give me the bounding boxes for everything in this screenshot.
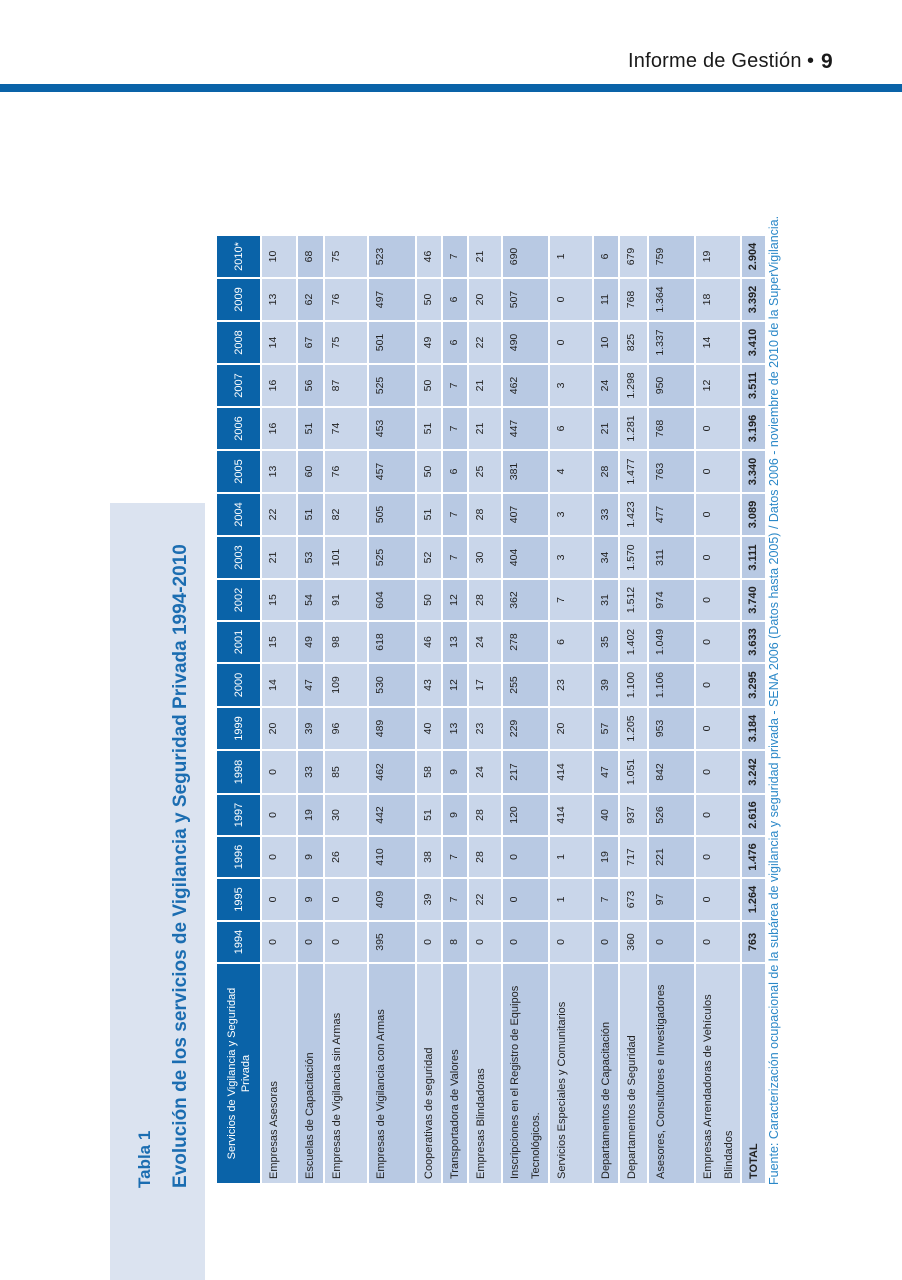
table-row	[298, 236, 323, 1183]
cell-value: 311	[649, 537, 694, 578]
cell-value: 9	[443, 795, 467, 835]
cell-value: 497	[369, 279, 415, 320]
cell-value: 9	[443, 751, 467, 793]
cell-value: 1	[550, 837, 592, 877]
column-header-year: 1998	[217, 751, 260, 793]
column-header-year: 2004	[217, 494, 260, 535]
cell-value: 0	[262, 879, 296, 920]
table-row	[325, 236, 367, 1183]
cell-value: 0	[696, 879, 740, 920]
cell-value: 14	[262, 664, 296, 706]
column-header-year: 2007	[217, 365, 260, 406]
cell-value: 62	[298, 279, 323, 320]
cell-value: 24	[594, 365, 618, 406]
cell-value: 6	[550, 622, 592, 662]
cell-value: 120	[503, 795, 548, 835]
column-header-year: 1995	[217, 879, 260, 920]
cell-value: 10	[594, 322, 618, 363]
cell-value: 3	[550, 365, 592, 406]
total-value: 2.616	[742, 795, 765, 835]
total-value: 3.184	[742, 708, 765, 749]
cell-value: 0	[325, 879, 367, 920]
cell-value: 97	[649, 879, 694, 920]
cell-value: 0	[262, 837, 296, 877]
cell-value: 217	[503, 751, 548, 793]
cell-value: 937	[620, 795, 647, 835]
cell-value: 26	[325, 837, 367, 877]
total-value: 763	[742, 922, 765, 962]
cell-value: 23	[469, 708, 501, 749]
total-value: 3.392	[742, 279, 765, 320]
cell-value: 447	[503, 408, 548, 449]
cell-value: 58	[417, 751, 441, 793]
table-row	[443, 236, 467, 1183]
cell-value: 523	[369, 236, 415, 277]
cell-value: 505	[369, 494, 415, 535]
cell-value: 477	[649, 494, 694, 535]
cell-value: 22	[469, 879, 501, 920]
total-value: 3.089	[742, 494, 765, 535]
header-rule	[0, 84, 902, 92]
cell-value: 16	[262, 408, 296, 449]
cell-value: 0	[696, 837, 740, 877]
cell-value: 1.049	[649, 622, 694, 662]
cell-value: 18	[696, 279, 740, 320]
cell-value: 85	[325, 751, 367, 793]
row-label: Escuelas de Capacitación	[298, 964, 323, 1183]
cell-value: 501	[369, 322, 415, 363]
cell-value: 825	[620, 322, 647, 363]
cell-value: 229	[503, 708, 548, 749]
cell-value: 6	[550, 408, 592, 449]
cell-value: 21	[262, 537, 296, 578]
cell-value: 0	[696, 494, 740, 535]
cell-value: 414	[550, 795, 592, 835]
cell-value: 14	[696, 322, 740, 363]
cell-value: 1.512	[620, 580, 647, 620]
cell-value: 74	[325, 408, 367, 449]
cell-value: 19	[594, 837, 618, 877]
cell-value: 0	[696, 451, 740, 492]
cell-value: 13	[262, 451, 296, 492]
total-value: 3.340	[742, 451, 765, 492]
total-value: 3.196	[742, 408, 765, 449]
cell-value: 407	[503, 494, 548, 535]
cell-value: 0	[696, 751, 740, 793]
cell-value: 0	[696, 580, 740, 620]
cell-value: 0	[469, 922, 501, 962]
row-label: Empresas Asesoras	[262, 964, 296, 1183]
cell-value: 462	[369, 751, 415, 793]
cell-value: 16	[262, 365, 296, 406]
cell-value: 0	[696, 622, 740, 662]
cell-value: 8	[443, 922, 467, 962]
cell-value: 278	[503, 622, 548, 662]
cell-value: 51	[417, 408, 441, 449]
total-value: 3.633	[742, 622, 765, 662]
cell-value: 1	[550, 236, 592, 277]
cell-value: 0	[696, 537, 740, 578]
total-row	[742, 236, 765, 1183]
row-label: Empresas Blindadoras	[469, 964, 501, 1183]
cell-value: 362	[503, 580, 548, 620]
rotated-table-region	[130, 130, 810, 1280]
column-header-year: 2003	[217, 537, 260, 578]
column-header-year: 2001	[217, 622, 260, 662]
cell-value: 21	[594, 408, 618, 449]
table-label: Tabla 1	[135, 1130, 154, 1188]
cell-value: 14	[262, 322, 296, 363]
row-label: Asesores, Consultores e Investigadores	[649, 964, 694, 1183]
cell-value: 91	[325, 580, 367, 620]
cell-value: 7	[443, 879, 467, 920]
cell-value: 76	[325, 279, 367, 320]
cell-value: 46	[417, 622, 441, 662]
cell-value: 50	[417, 580, 441, 620]
column-header-year: 1997	[217, 795, 260, 835]
cell-value: 38	[417, 837, 441, 877]
cell-value: 618	[369, 622, 415, 662]
cell-value: 221	[649, 837, 694, 877]
cell-value: 410	[369, 837, 415, 877]
cell-value: 953	[649, 708, 694, 749]
cell-value: 109	[325, 664, 367, 706]
cell-value: 0	[550, 922, 592, 962]
cell-value: 46	[417, 236, 441, 277]
cell-value: 51	[417, 494, 441, 535]
cell-value: 489	[369, 708, 415, 749]
cell-value: 673	[620, 879, 647, 920]
cell-value: 20	[262, 708, 296, 749]
cell-value: 3	[550, 494, 592, 535]
cell-value: 0	[325, 922, 367, 962]
cell-value: 13	[262, 279, 296, 320]
table-row	[417, 236, 441, 1183]
column-header-year: 2005	[217, 451, 260, 492]
cell-value: 68	[298, 236, 323, 277]
total-value: 3.740	[742, 580, 765, 620]
cell-value: 1.477	[620, 451, 647, 492]
column-header-year: 2009	[217, 279, 260, 320]
row-label: Empresas Arrendadoras de Vehículos Blindados	[696, 964, 740, 1183]
total-value: 3.111	[742, 537, 765, 578]
cell-value: 759	[649, 236, 694, 277]
cell-value: 9	[298, 879, 323, 920]
cell-value: 10	[262, 236, 296, 277]
cell-value: 19	[298, 795, 323, 835]
cell-value: 51	[417, 795, 441, 835]
cell-value: 1.205	[620, 708, 647, 749]
cell-value: 0	[649, 922, 694, 962]
cell-value: 1.051	[620, 751, 647, 793]
cell-value: 28	[594, 451, 618, 492]
cell-value: 22	[262, 494, 296, 535]
cell-value: 51	[298, 494, 323, 535]
cell-value: 40	[594, 795, 618, 835]
table-row	[503, 236, 548, 1183]
cell-value: 0	[417, 922, 441, 962]
total-value: 3.511	[742, 365, 765, 406]
cell-value: 0	[696, 795, 740, 835]
cell-value: 23	[550, 664, 592, 706]
cell-value: 4	[550, 451, 592, 492]
cell-value: 19	[696, 236, 740, 277]
page-number: 9	[821, 50, 833, 73]
cell-value: 22	[469, 322, 501, 363]
cell-value: 7	[550, 580, 592, 620]
cell-value: 950	[649, 365, 694, 406]
table-row	[550, 236, 592, 1183]
source-note: Fuente: Caracterización ocupacional de la subárea de vigilancia y seguridad privada - SENA 2006 (Datos hasta 2005) / Datos 2006 - noviembre de 2010 de la SuperVigilancia.	[767, 215, 781, 1185]
cell-value: 50	[417, 451, 441, 492]
cell-value: 604	[369, 580, 415, 620]
cell-value: 47	[594, 751, 618, 793]
column-header-year: 1994	[217, 922, 260, 962]
cell-value: 39	[417, 879, 441, 920]
data-table	[215, 234, 767, 1185]
cell-value: 30	[469, 537, 501, 578]
cell-value: 0	[550, 322, 592, 363]
cell-value: 98	[325, 622, 367, 662]
cell-value: 17	[469, 664, 501, 706]
cell-value: 1.570	[620, 537, 647, 578]
cell-value: 0	[262, 795, 296, 835]
total-value: 1.264	[742, 879, 765, 920]
cell-value: 30	[325, 795, 367, 835]
cell-value: 39	[594, 664, 618, 706]
cell-value: 28	[469, 795, 501, 835]
row-label: Servicios Especiales y Comunitarios	[550, 964, 592, 1183]
cell-value: 21	[469, 408, 501, 449]
cell-value: 7	[443, 537, 467, 578]
cell-value: 53	[298, 537, 323, 578]
cell-value: 0	[262, 751, 296, 793]
cell-value: 404	[503, 537, 548, 578]
cell-value: 43	[417, 664, 441, 706]
column-header-year: 2002	[217, 580, 260, 620]
cell-value: 9	[298, 837, 323, 877]
row-label: Empresas de Vigilancia sin Armas	[325, 964, 367, 1183]
cell-value: 75	[325, 236, 367, 277]
cell-value: 526	[649, 795, 694, 835]
cell-value: 87	[325, 365, 367, 406]
cell-value: 15	[262, 580, 296, 620]
cell-value: 763	[649, 451, 694, 492]
cell-value: 31	[594, 580, 618, 620]
cell-value: 974	[649, 580, 694, 620]
cell-value: 50	[417, 279, 441, 320]
total-value: 1.476	[742, 837, 765, 877]
cell-value: 462	[503, 365, 548, 406]
cell-value: 0	[503, 879, 548, 920]
cell-value: 679	[620, 236, 647, 277]
cell-value: 6	[443, 279, 467, 320]
cell-value: 33	[594, 494, 618, 535]
cell-value: 395	[369, 922, 415, 962]
cell-value: 34	[594, 537, 618, 578]
cell-value: 96	[325, 708, 367, 749]
cell-value: 690	[503, 236, 548, 277]
cell-value: 1.281	[620, 408, 647, 449]
cell-value: 1.423	[620, 494, 647, 535]
table-row	[262, 236, 296, 1183]
cell-value: 1.337	[649, 322, 694, 363]
cell-value: 25	[469, 451, 501, 492]
column-header-year: 1996	[217, 837, 260, 877]
cell-value: 21	[469, 365, 501, 406]
cell-value: 0	[262, 922, 296, 962]
cell-value: 457	[369, 451, 415, 492]
cell-value: 67	[298, 322, 323, 363]
table-row	[649, 236, 694, 1183]
cell-value: 51	[298, 408, 323, 449]
cell-value: 49	[417, 322, 441, 363]
report-title: Informe de Gestión	[628, 50, 802, 72]
total-value: 3.410	[742, 322, 765, 363]
cell-value: 0	[550, 279, 592, 320]
cell-value: 1.402	[620, 622, 647, 662]
cell-value: 0	[696, 708, 740, 749]
row-label: Inscripciones en el Registro de Equipos Tecnológicos.	[503, 964, 548, 1183]
table-row	[469, 236, 501, 1183]
column-header-year: 2000	[217, 664, 260, 706]
cell-value: 39	[298, 708, 323, 749]
cell-value: 11	[594, 279, 618, 320]
cell-value: 56	[298, 365, 323, 406]
cell-value: 40	[417, 708, 441, 749]
cell-value: 24	[469, 622, 501, 662]
table-row	[594, 236, 618, 1183]
cell-value: 409	[369, 879, 415, 920]
cell-value: 12	[696, 365, 740, 406]
cell-value: 49	[298, 622, 323, 662]
cell-value: 6	[594, 236, 618, 277]
cell-value: 442	[369, 795, 415, 835]
cell-value: 7	[443, 837, 467, 877]
column-header-year: 2008	[217, 322, 260, 363]
cell-value: 75	[325, 322, 367, 363]
column-header-service: Servicios de Vigilancia y Seguridad Privada	[217, 964, 260, 1183]
total-value: 3.242	[742, 751, 765, 793]
cell-value: 15	[262, 622, 296, 662]
row-label: Empresas de Vigilancia con Armas	[369, 964, 415, 1183]
cell-value: 13	[443, 622, 467, 662]
table-row	[620, 236, 647, 1183]
table-title: Evolución de los servicios de Vigilancia y Seguridad Privada 1994-2010	[170, 544, 191, 1188]
cell-value: 0	[503, 922, 548, 962]
cell-value: 12	[443, 664, 467, 706]
row-label: Cooperativas de seguridad	[417, 964, 441, 1183]
cell-value: 6	[443, 322, 467, 363]
cell-value: 414	[550, 751, 592, 793]
cell-value: 57	[594, 708, 618, 749]
cell-value: 381	[503, 451, 548, 492]
cell-value: 13	[443, 708, 467, 749]
cell-value: 525	[369, 537, 415, 578]
cell-value: 0	[696, 408, 740, 449]
bullet-separator: •	[807, 50, 815, 72]
column-header-year: 2006	[217, 408, 260, 449]
column-header-year: 1999	[217, 708, 260, 749]
cell-value: 24	[469, 751, 501, 793]
cell-value: 52	[417, 537, 441, 578]
cell-value: 3	[550, 537, 592, 578]
row-label: Departamentos de Capacitación	[594, 964, 618, 1183]
total-value: 3.295	[742, 664, 765, 706]
table-row	[696, 236, 740, 1183]
cell-value: 1.106	[649, 664, 694, 706]
cell-value: 60	[298, 451, 323, 492]
cell-value: 12	[443, 580, 467, 620]
cell-value: 0	[696, 664, 740, 706]
cell-value: 54	[298, 580, 323, 620]
cell-value: 0	[298, 922, 323, 962]
cell-value: 7	[594, 879, 618, 920]
cell-value: 717	[620, 837, 647, 877]
cell-value: 7	[443, 408, 467, 449]
table-row	[369, 236, 415, 1183]
cell-value: 35	[594, 622, 618, 662]
row-label: Transportadora de Valores	[443, 964, 467, 1183]
cell-value: 20	[550, 708, 592, 749]
cell-value: 255	[503, 664, 548, 706]
cell-value: 7	[443, 236, 467, 277]
cell-value: 453	[369, 408, 415, 449]
cell-value: 82	[325, 494, 367, 535]
cell-value: 101	[325, 537, 367, 578]
total-value: 2.904	[742, 236, 765, 277]
cell-value: 33	[298, 751, 323, 793]
cell-value: 1.364	[649, 279, 694, 320]
cell-value: 1.298	[620, 365, 647, 406]
cell-value: 490	[503, 322, 548, 363]
cell-value: 0	[594, 922, 618, 962]
header-row	[217, 236, 260, 1183]
cell-value: 21	[469, 236, 501, 277]
cell-value: 507	[503, 279, 548, 320]
cell-value: 768	[620, 279, 647, 320]
cell-value: 76	[325, 451, 367, 492]
cell-value: 530	[369, 664, 415, 706]
cell-value: 1.100	[620, 664, 647, 706]
cell-value: 7	[443, 494, 467, 535]
cell-value: 360	[620, 922, 647, 962]
row-label: Departamentos de Seguridad	[620, 964, 647, 1183]
cell-value: 28	[469, 580, 501, 620]
cell-value: 768	[649, 408, 694, 449]
cell-value: 47	[298, 664, 323, 706]
cell-value: 6	[443, 451, 467, 492]
cell-value: 1	[550, 879, 592, 920]
cell-value: 0	[503, 837, 548, 877]
cell-value: 0	[696, 922, 740, 962]
cell-value: 20	[469, 279, 501, 320]
cell-value: 525	[369, 365, 415, 406]
cell-value: 7	[443, 365, 467, 406]
column-header-year: 2010*	[217, 236, 260, 277]
cell-value: 842	[649, 751, 694, 793]
cell-value: 50	[417, 365, 441, 406]
cell-value: 28	[469, 837, 501, 877]
total-label: TOTAL	[742, 964, 765, 1183]
cell-value: 28	[469, 494, 501, 535]
